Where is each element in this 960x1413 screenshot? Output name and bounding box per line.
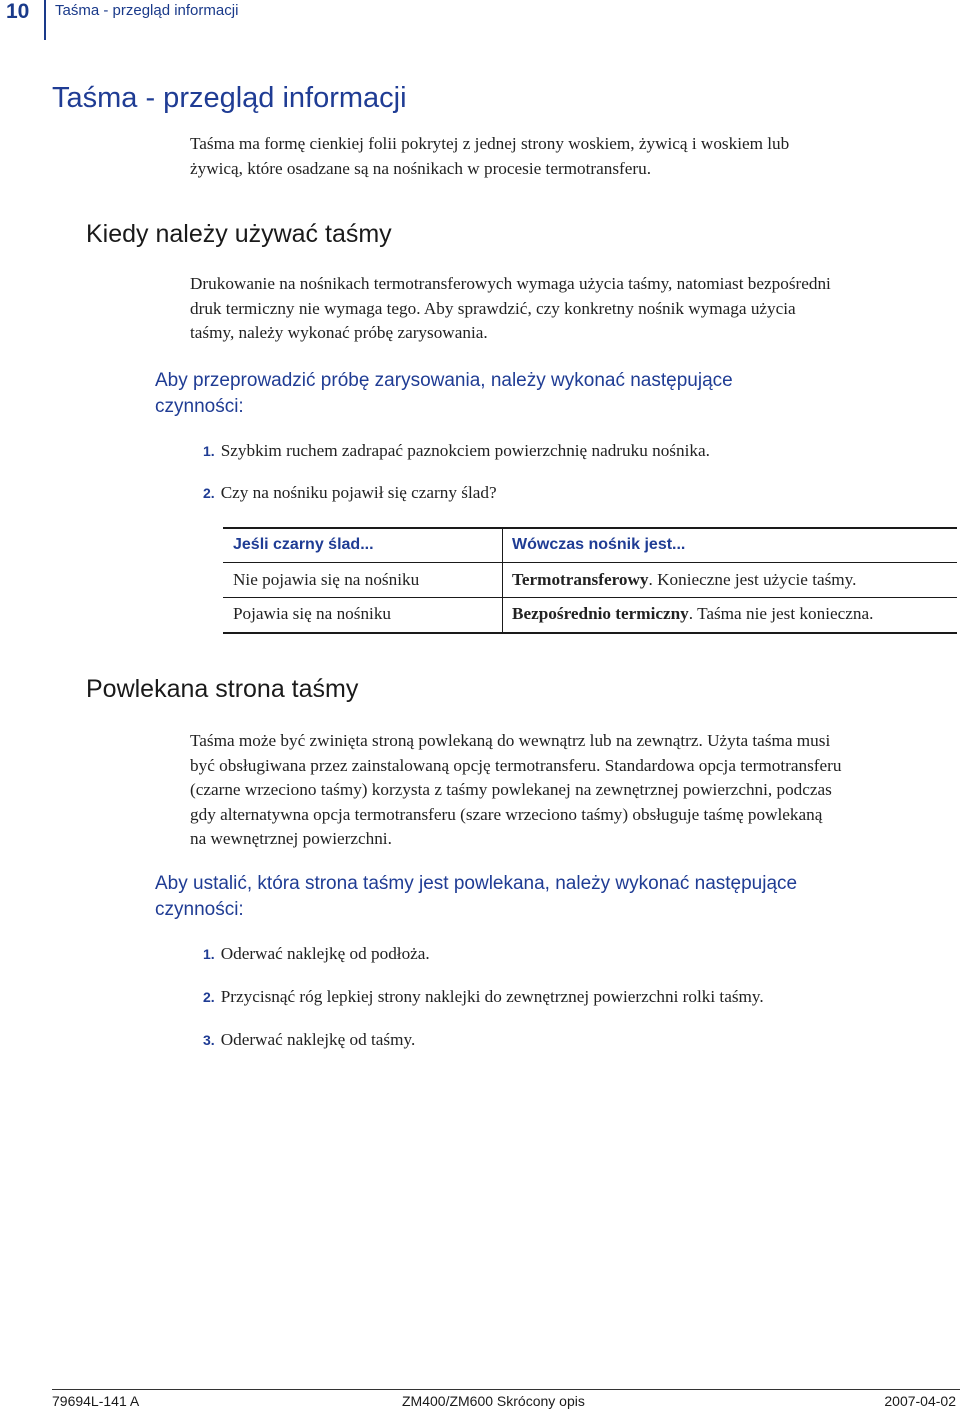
table-cell-result [512,604,873,624]
intro-paragraph [190,132,960,181]
step-text: Szybkim ruchem zadrapać paznokciem powierzchnię nadruku nośnika. [220,441,710,460]
step-item [203,987,764,1007]
text-line: druk termiczny nie wymaga tego. Aby sprawdzić, czy konkretny nośnik wymaga użycia [190,298,796,318]
step-number: 1. [203,443,215,459]
text-line: (czarne wrzeciono taśmy) korzysta z taśmy powlekanej na zewnętrznej powierzchni, podczas [190,780,832,799]
table-header-condition: Jeśli czarny ślad... [233,536,374,553]
step-item [203,441,710,461]
text-line: na wewnętrznej powierzchni. [190,829,392,848]
table-cell-result [512,570,856,590]
text-line: taśmy, należy wykonać próbę zarysowania. [190,323,488,342]
heading-line: czynności: [155,396,244,417]
step-text: Przycisnąć róg lepkiej strony naklejki do zewnętrznej powierzchni rolki taśmy. [220,987,764,1006]
text-line: żywicą, które osadzane są na nośnikach w procesie termotransferu. [190,158,652,178]
footer-doc-title: ZM400/ZM600 Skrócony opis [402,1393,585,1409]
result-media-type: Bezpośrednio termiczny [512,604,689,623]
table-column-divider [502,527,503,633]
result-media-type: Termotransferowy [512,570,649,589]
table-header-result: Wówczas nośnik jest... [512,536,686,553]
step-number: 1. [203,946,215,962]
page-title: Taśma - przegląd informacji [52,82,407,114]
table-header-rule [223,562,957,563]
step-text: Oderwać naklejkę od taśmy. [220,1030,416,1049]
step-item [203,483,497,503]
text-line: Taśma może być zwinięta stroną powlekaną do wewnątrz lub na zewnątrz. Użyta taśma musi [190,731,831,750]
procedure-heading-scratch-test [155,368,915,420]
text-line: Drukowanie na nośnikach termotransferowych wymaga użycia taśmy, natomiast bezpośredni [190,274,831,293]
text-line: gdy alternatywna opcja termotransferu (szare wrzeciono taśmy) obsługuje taśmę powlekaną [190,804,823,824]
result-note: . Taśma nie jest konieczna. [688,604,874,623]
heading-line: Aby przeprowadzić próbę zarysowania, należy wykonać następujące [155,370,733,391]
step-item [203,944,430,964]
footer-date: 2007-04-02 [884,1393,956,1409]
table-bottom-rule [223,632,957,634]
table-top-rule [223,527,957,529]
page-number: 10 [6,0,30,23]
running-header-title: Taśma - przegląd informacji [55,2,239,19]
step-text: Oderwać naklejkę od podłoża. [220,944,430,963]
table-row-rule [223,597,957,598]
section-heading-coated-side: Powlekana strona taśmy [86,675,359,703]
coated-side-paragraph [190,729,960,852]
step-number: 2. [203,485,215,501]
text-line: Taśma ma formę cienkiej folii pokrytej z jednej strony woskiem, żywicą i woskiem lub [190,134,790,153]
heading-line: czynności: [155,899,244,920]
heading-line: Aby ustalić, która strona taśmy jest powlekana, należy wykonać następujące [155,873,798,894]
step-number: 3. [203,1032,215,1048]
section-heading-when-to-use: Kiedy należy używać taśmy [86,220,392,248]
procedure-heading-coated-side [155,871,915,923]
text-line: być obsługiwana przez zainstalowaną opcję termotransferu. Standardowa opcja termotransferu [190,755,842,775]
step-item [203,1030,415,1050]
table-cell-condition: Nie pojawia się na nośniku [233,570,420,589]
header-divider [44,0,46,40]
result-note: . Konieczne jest użycie taśmy. [648,570,857,589]
when-to-use-paragraph [190,272,960,346]
footer-doc-code: 79694L-141 A [52,1393,140,1409]
table-cell-condition: Pojawia się na nośniku [233,604,392,623]
footer-rule [52,1389,960,1390]
step-number: 2. [203,989,215,1005]
step-text: Czy na nośniku pojawił się czarny ślad? [220,483,497,502]
